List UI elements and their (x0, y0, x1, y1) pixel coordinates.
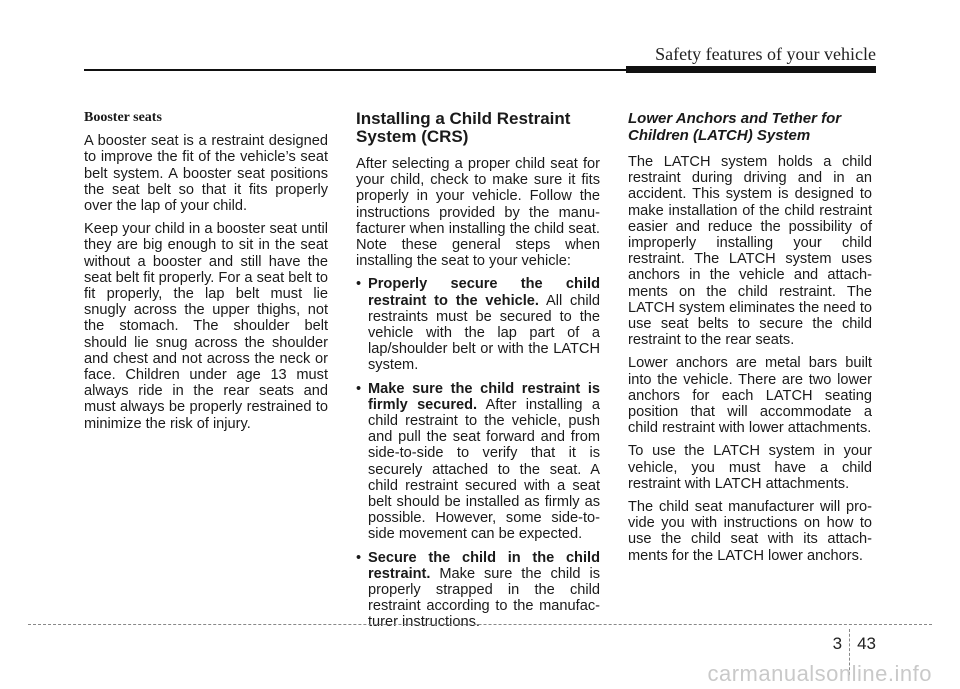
chapter-number: 3 (832, 634, 843, 653)
watermark: carmanualsonline.info (707, 661, 932, 686)
column-latch-system (628, 110, 872, 571)
column-booster-seats (84, 110, 328, 439)
step-text: Make sure the child is properly strapped in the child restraint according to the manufac-turer instructions. (368, 565, 600, 631)
step-text: All child restraints must be secured to the vehicle with the lap part of a lap/shoulder belt or with the LATCH system. (368, 292, 600, 374)
list-item (356, 381, 600, 543)
list-item (356, 276, 600, 373)
installing-crs-heading: Installing a Child Restraint System (CRS) (356, 109, 571, 146)
step-text: After installing a child restraint to the vehicle, push and pull the seat forward and from side-to-side to verify that it is securely attached to the seat. A child restraint secured with a seat belt should be installed as firmly as possible. However, some side-to-side movement can be expected. (368, 396, 600, 543)
step-bold-lead: Make sure the child restraint is firmly secured. (368, 380, 600, 413)
header-tab-bar (626, 66, 876, 73)
list-item (356, 550, 600, 631)
page-number-value: 43 (857, 634, 876, 653)
footer-dashed-rule (28, 624, 932, 625)
installing-steps-list (356, 276, 600, 630)
step-bold-lead: Secure the child in the child restraint. (368, 549, 600, 582)
latch-paragraph-2: Lower anchors are metal bars built into the vehicle. There are two lower anchors for each LATCH seating position that will accommodate a child restraint with lower attachments. (628, 355, 872, 437)
latch-paragraph-1: The LATCH system holds a child restraint during driving and in an accident. This system is designed to make installation of the child restraint easier and reduce the possibility of improperly installing your child restraint. The LATCH system uses anchors in the vehicle and attach-ments on the child restraint. The LATCH system eliminates the need to use seat belts to secure the child restraint to the rear seats. (628, 154, 872, 349)
booster-seats-heading: Booster seats (84, 110, 162, 125)
latch-paragraph-4: The child seat manufacturer will pro-vide you with instructions on how to use the child seat with its attach-ments for the LATCH lower anchors. (628, 499, 872, 564)
step-bold-lead: Properly secure the child restraint to the vehicle. (368, 276, 600, 309)
section-title: Safety features of your vehicle (655, 44, 876, 64)
booster-paragraph-2: Keep your child in a booster seat until they are big enough to sit in the seat without a booster and still have the seat belt fit properly. For a seat belt to fit properly, the lap belt must lie snugly across the upper thighs, not the stomach. The shoulder belt should lie snug across the shoulder and chest and not across the neck or face. Children under age 13 must always ride in the rear seats and must always be properly restrained to minimize the risk of injury. (84, 221, 328, 432)
column-installing-crs (356, 110, 600, 638)
latch-heading: Lower Anchors and Tether for Children (LATCH) System (628, 110, 842, 144)
booster-paragraph-1: A booster seat is a restraint designed to improve the fit of the vehicle’s seat belt system. A booster seat positions the seat belt so that it fits properly over the lap of your child. (84, 133, 328, 215)
installing-intro: After selecting a proper child seat for your child, check to make sure it fits properly in your vehicle. Follow the instructions provided by the manu-facturer when installing the child seat. Note these general steps when installing the seat to your vehicle: (356, 156, 600, 270)
latch-paragraph-3: To use the LATCH system in your vehicle, you must have a child restraint with LATCH attachments. (628, 443, 872, 492)
